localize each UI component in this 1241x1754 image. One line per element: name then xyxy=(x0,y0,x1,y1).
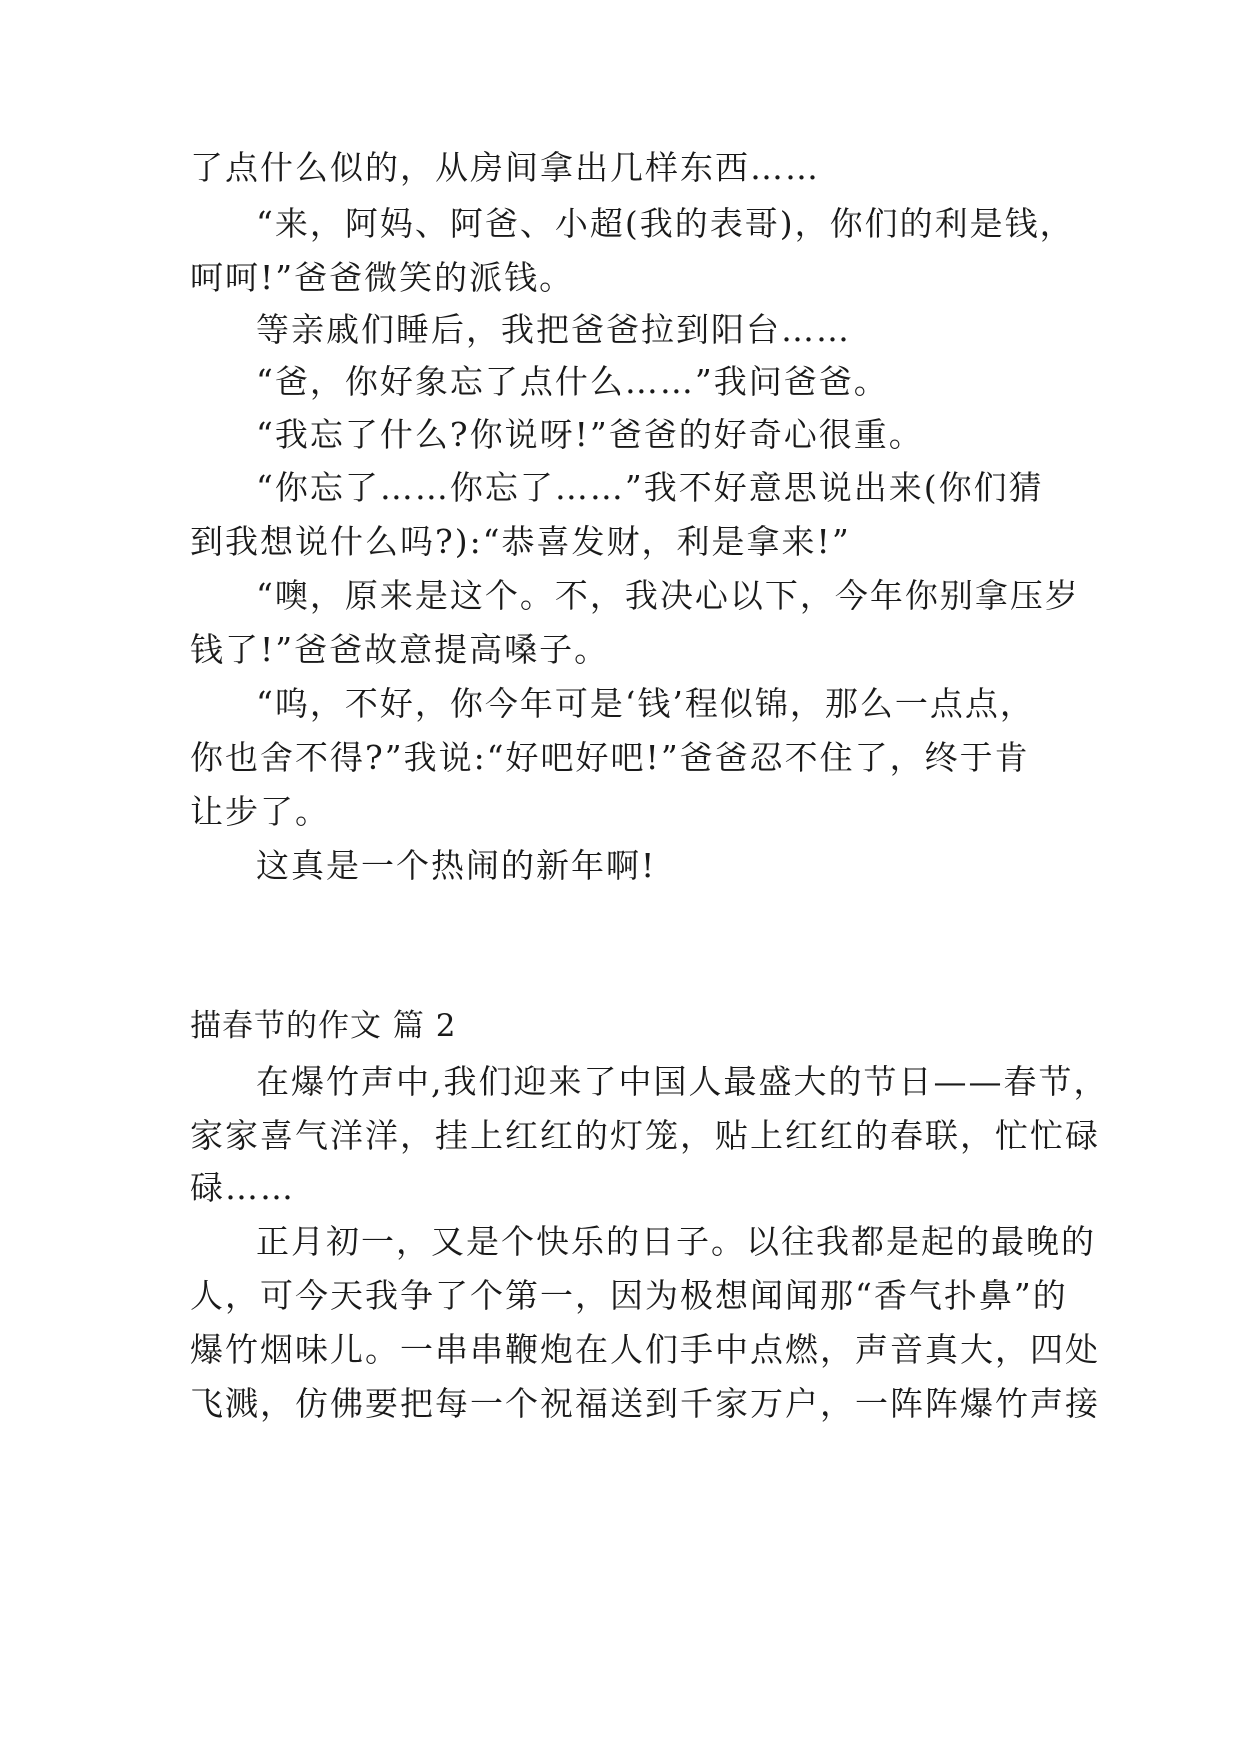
text-line: “你忘了……你忘了……”我不好意思说出来(你们猜 xyxy=(256,468,1044,507)
text-line: 在爆竹声中,我们迎来了中国人最盛大的节日——春节， xyxy=(256,1062,1109,1101)
text-line: 等亲戚们睡后，我把爸爸拉到阳台…… xyxy=(256,310,851,349)
text-line: 人，可今天我争了个第一，因为极想闻闻那“香气扑鼻”的 xyxy=(190,1276,1068,1315)
text-line: 你也舍不得?”我说:“好吧好吧!”爸爸忍不住了，终于肯 xyxy=(190,738,1030,777)
text-line: 让步了。 xyxy=(190,792,330,831)
text-line: 了点什么似的，从房间拿出几样东西…… xyxy=(190,148,820,187)
text-line: “来，阿妈、阿爸、小超(我的表哥)，你们的利是钱， xyxy=(256,204,1075,243)
text-line: “我忘了什么?你说呀!”爸爸的好奇心很重。 xyxy=(256,415,924,454)
text-line: 正月初一，又是个快乐的日子。以往我都是起的最晚的 xyxy=(256,1222,1096,1261)
text-line: 爆竹烟味儿。一串串鞭炮在人们手中点燃，声音真大，四处 xyxy=(190,1330,1100,1369)
text-line: 钱了!”爸爸故意提高嗓子。 xyxy=(190,630,610,669)
text-line: 飞溅，仿佛要把每一个祝福送到千家万户，一阵阵爆竹声接 xyxy=(190,1384,1100,1423)
document-page xyxy=(190,0,1109,1754)
text-line: 家家喜气洋洋，挂上红红的灯笼，贴上红红的春联，忙忙碌 xyxy=(190,1116,1100,1155)
text-line: “呜，不好，你今年可是‘钱’程似锦，那么一点点， xyxy=(256,684,1035,723)
text-line: 到我想说什么吗?):“恭喜发财，利是拿来!” xyxy=(190,522,851,561)
text-line: 呵呵!”爸爸微笑的派钱。 xyxy=(190,258,575,297)
text-line: 这真是一个热闹的新年啊! xyxy=(256,846,657,885)
text-line: 碌…… xyxy=(190,1168,295,1207)
text-line: “爸，你好象忘了点什么……”我问爸爸。 xyxy=(256,362,889,401)
text-line: “噢，原来是这个。不，我决心以下，今年你别拿压岁 xyxy=(256,576,1080,615)
section-heading: 描春节的作文 篇 2 xyxy=(190,1008,457,1044)
